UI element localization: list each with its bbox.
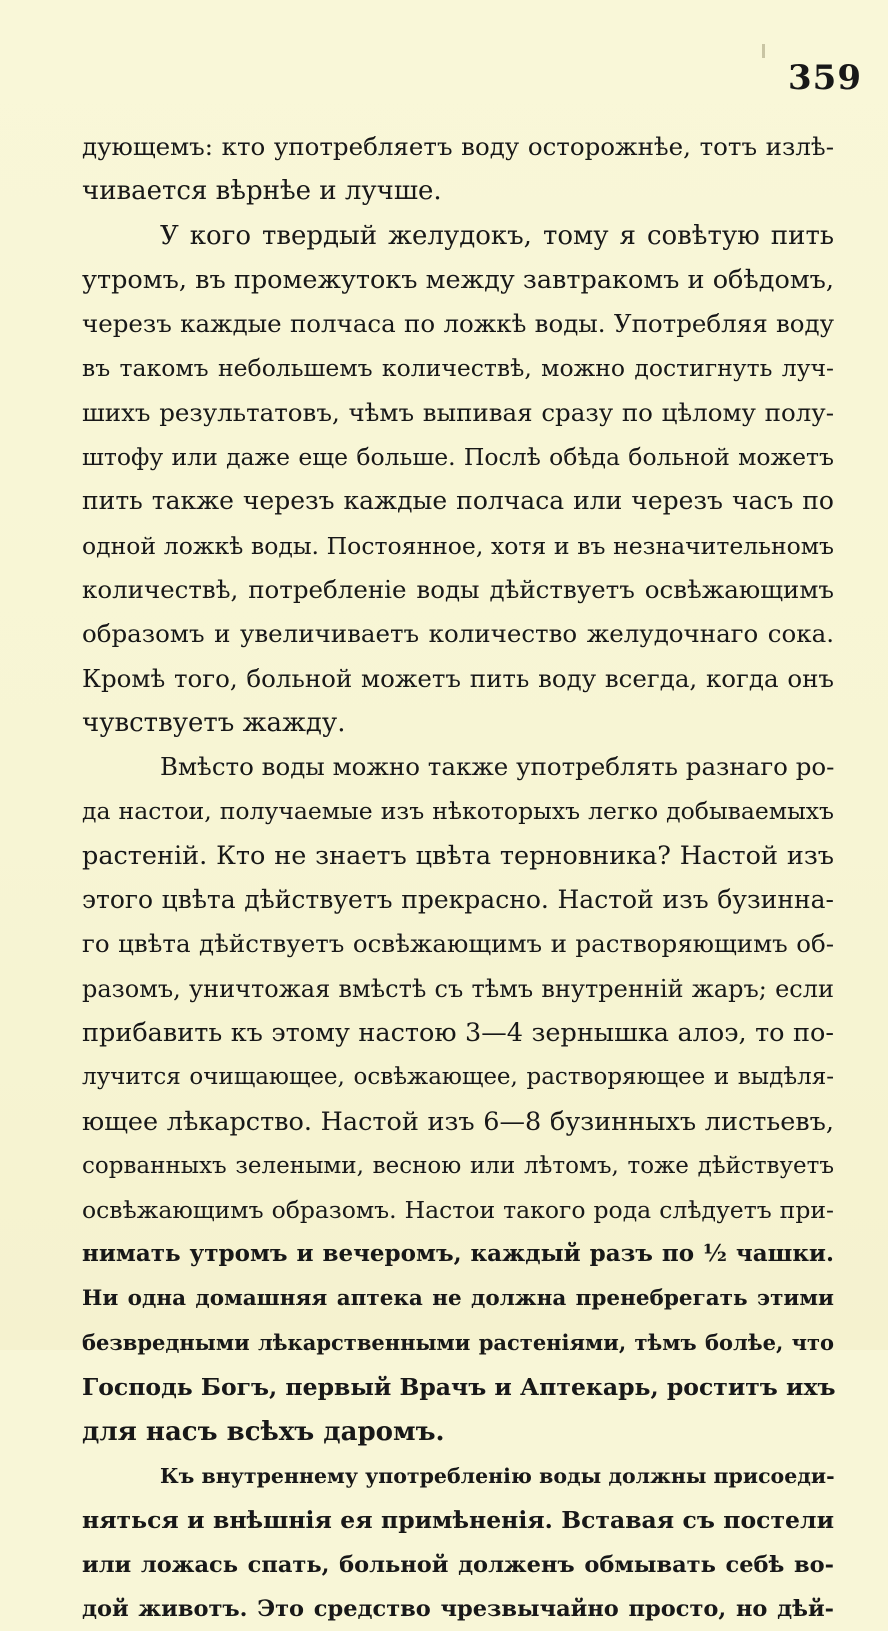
text-line: образомъ и увеличиваетъ количество желудочнаго сока. <box>82 619 834 649</box>
text-line: прибавить къ этому настою 3—4 зернышка алоэ, то по- <box>82 1017 834 1048</box>
text-line: дой животъ. Это средство чрезвычайно просто, но дѣй- <box>82 1595 834 1622</box>
text-line: этого цвѣта дѣйствуетъ прекрасно. Настой изъ бузинна- <box>82 885 834 915</box>
text-line: сорванныхъ зелеными, весною или лѣтомъ, тоже дѣйствуетъ <box>82 1152 834 1179</box>
text-line: лучится очищающее, освѣжающее, растворяющее и выдѣля- <box>82 1064 834 1091</box>
text-line: У кого твердый желудокъ, тому я совѣтую пить <box>160 220 834 251</box>
page-number: 359 <box>788 58 862 98</box>
text-line: количествѣ, потребленіе воды дѣйствуетъ освѣжающимъ <box>82 574 834 604</box>
text-line: Вмѣсто воды можно также употреблять разнаго ро- <box>160 752 835 782</box>
text-line: дующемъ: кто употребляетъ воду осторожнѣе, тотъ излѣ- <box>82 132 834 161</box>
text-line: нимать утромъ и вечеромъ, каждый разъ по ½ чашки. <box>82 1240 834 1268</box>
scan-mark <box>762 44 765 58</box>
text-line: чивается вѣрнѣе и лучше. <box>82 176 442 207</box>
text-line: чувствуетъ жажду. <box>82 707 346 738</box>
text-line: безвредными лѣкарственными растеніями, тѣмъ болѣе, что <box>82 1330 834 1356</box>
text-line: Кромѣ того, больной можетъ пить воду всегда, когда онъ <box>82 663 834 693</box>
text-line: штофу или даже еще больше. Послѣ обѣда больной можетъ <box>82 443 834 472</box>
text-line: Ни одна домашняя аптека не должна пренебрегать этими <box>82 1285 834 1311</box>
text-line: ющее лѣкарство. Настой изъ 6—8 бузинныхъ листьевъ, <box>82 1106 834 1137</box>
text-line: растеній. Кто не знаетъ цвѣта терновника? Настой изъ <box>82 840 834 871</box>
text-line: въ такомъ небольшемъ количествѣ, можно достигнуть луч- <box>82 354 834 383</box>
text-line: для насъ всѣхъ даромъ. <box>82 1416 445 1447</box>
text-line: Господь Богъ, первый Врачъ и Аптекарь, роститъ ихъ <box>82 1373 836 1402</box>
text-line: няться и внѣшнія ея примѣненія. Вставая съ постели <box>82 1506 834 1535</box>
text-line: шихъ результатовъ, чѣмъ выпивая сразу по цѣлому полу- <box>82 397 834 427</box>
text-line: разомъ, уничтожая вмѣстѣ съ тѣмъ внутренній жаръ; если <box>82 974 834 1003</box>
text-line: одной ложкѣ воды. Постоянное, хотя и въ незначительномъ <box>82 531 834 560</box>
text-line: черезъ каждые полчаса по ложкѣ воды. Употребляя воду <box>82 309 834 339</box>
text-line: пить также черезъ каждые полчаса или черезъ часъ по <box>82 486 834 516</box>
body-text <box>82 125 834 1631</box>
text-line: Къ внутреннему употребленію воды должны присоеди- <box>160 1463 835 1488</box>
text-line: освѣжающимъ образомъ. Настои такого рода слѣдуетъ при- <box>82 1196 834 1225</box>
text-line: да настои, получаемые изъ нѣкоторыхъ легко добываемыхъ <box>82 797 834 826</box>
text-line: утромъ, въ промежутокъ между завтракомъ и обѣдомъ, <box>82 264 834 295</box>
text-line: го цвѣта дѣйствуетъ освѣжающимъ и растворяющимъ об- <box>82 929 834 959</box>
text-line: или ложась спать, больной долженъ обмывать себѣ во- <box>82 1551 834 1578</box>
